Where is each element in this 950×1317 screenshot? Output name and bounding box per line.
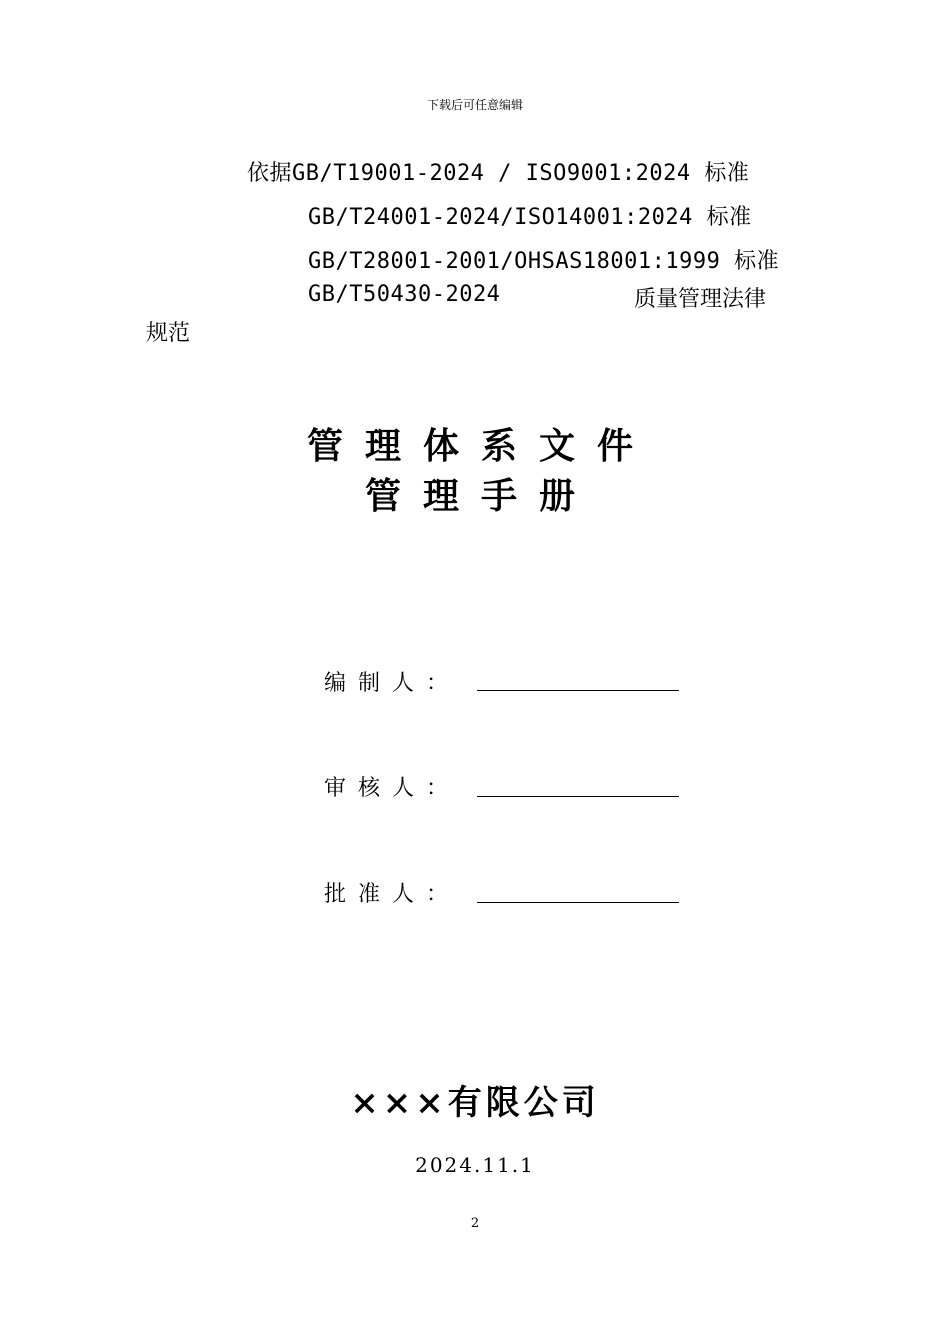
signature-label-reviewer: 审核人： [324,776,461,801]
standard-line-3: GB/T28001-2001/OHSAS18001:1999 标准 [308,249,780,274]
standard-line-4-code: GB/T50430-2024 [308,282,501,307]
standard-line-4-text: 质量管理法律 [634,287,767,312]
standard-line-5: 规范 [146,321,191,346]
signature-label-approver: 批准人： [324,882,461,907]
signature-line-reviewer [477,796,679,797]
signature-line-approver [477,902,679,903]
standard-line-2: GB/T24001-2024/ISO14001:2024 标准 [308,205,752,230]
document-subtitle: 管理手册 [364,475,597,517]
document-date: 2024.11.1 [415,1153,535,1177]
company-name: ×××有限公司 [350,1083,600,1123]
page-number: 2 [470,1216,480,1231]
signature-line-compiler [477,690,679,691]
header-note: 下载后可任意编辑 [426,98,523,112]
standard-line-1: 依据GB/T19001-2024 / ISO9001:2024 标准 [247,161,750,186]
signature-label-compiler: 编制人： [324,671,461,696]
document-title: 管理体系文件 [306,425,655,467]
